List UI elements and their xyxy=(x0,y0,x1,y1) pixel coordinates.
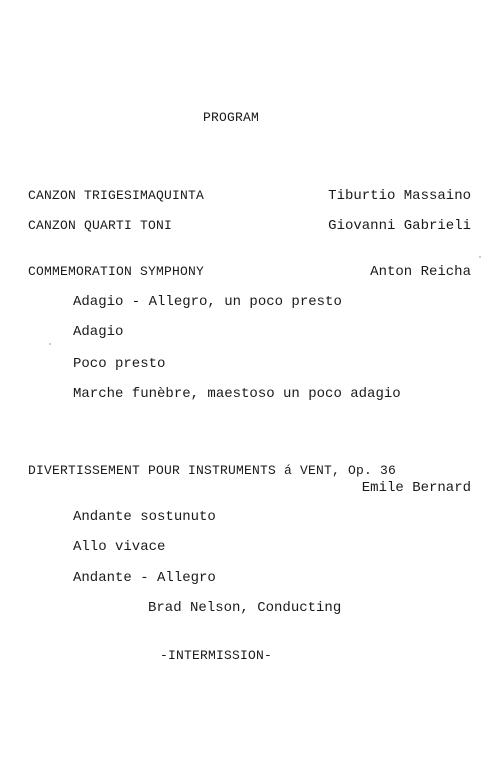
intermission-label: -INTERMISSION- xyxy=(160,648,273,663)
piece-1-title: CANZON TRIGESIMAQUINTA xyxy=(28,188,205,203)
symphony-movement-4: Marche funèbre, maestoso un poco adagio xyxy=(73,386,401,402)
symphony-movement-2: Adagio xyxy=(73,324,124,340)
piece-3-title: COMMEMORATION SYMPHONY xyxy=(28,264,205,279)
symphony-movement-3: Poco presto xyxy=(73,356,166,372)
piece-3-composer: Anton Reicha xyxy=(370,264,471,280)
page-title: PROGRAM xyxy=(203,110,260,125)
divertissement-movement-2: Allo vivace xyxy=(73,539,166,555)
conductor-line: Brad Nelson, Conducting xyxy=(148,600,342,616)
piece-2-composer: Giovanni Gabrieli xyxy=(328,218,471,234)
paper-speck xyxy=(479,256,481,258)
paper-speck xyxy=(49,343,51,345)
divertissement-title: DIVERTISSEMENT POUR INSTRUMENTS á VENT, Op. 36 xyxy=(28,463,397,478)
divertissement-movement-1: Andante sostunuto xyxy=(73,509,216,525)
symphony-movement-1: Adagio - Allegro, un poco presto xyxy=(73,294,342,310)
divertissement-movement-3: Andante - Allegro xyxy=(73,570,216,586)
piece-1-composer: Tiburtio Massaino xyxy=(328,188,471,204)
divertissement-composer: Emile Bernard xyxy=(361,480,471,496)
piece-2-title: CANZON QUARTI TONI xyxy=(28,218,173,233)
